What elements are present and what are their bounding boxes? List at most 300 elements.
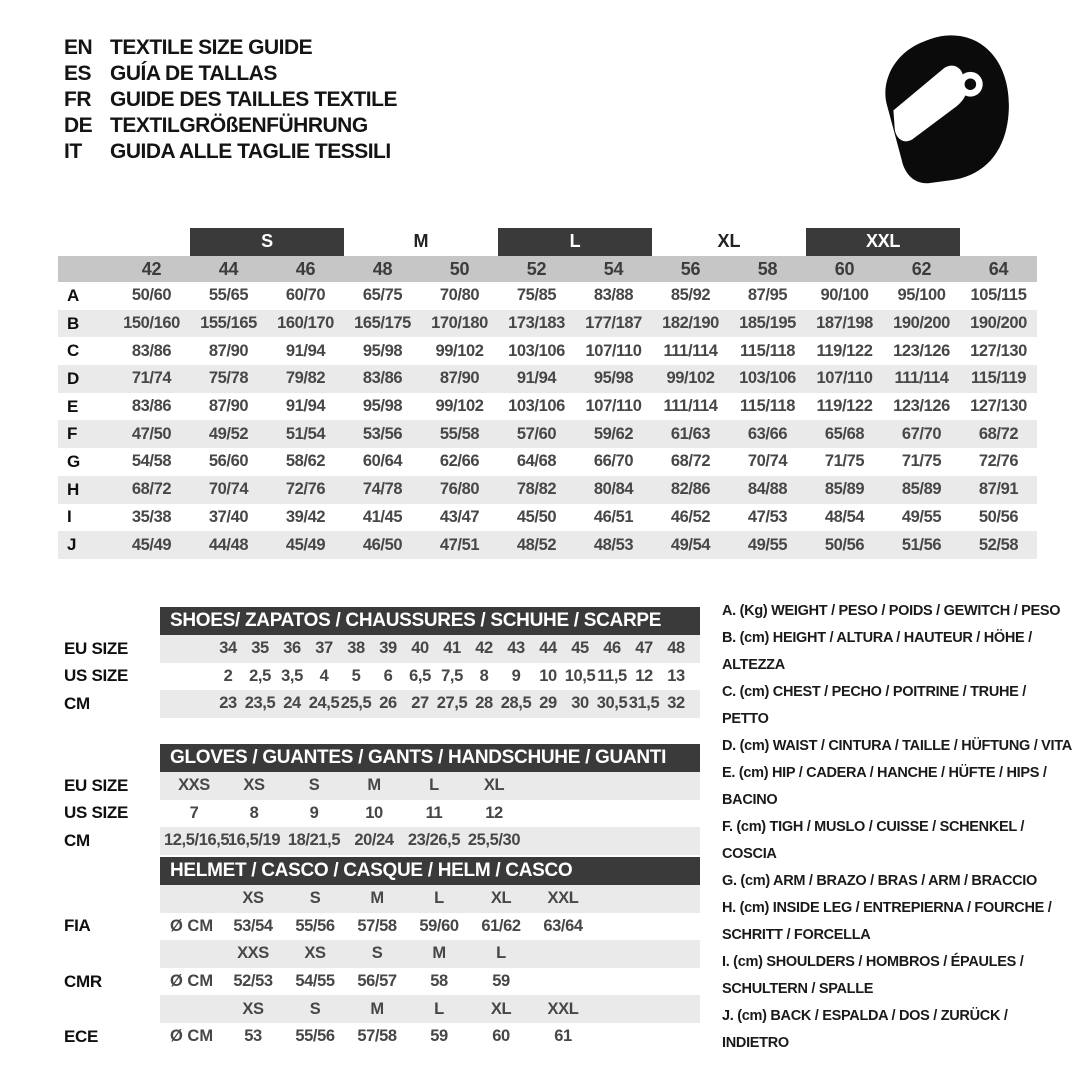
row-label: F <box>67 424 78 444</box>
size-value-cell: 11,5 <box>597 666 627 685</box>
size-value-cell: 4 <box>319 666 329 685</box>
size-value-cell: 85/92 <box>670 286 711 305</box>
size-value-cell: 56/60 <box>208 452 249 471</box>
size-value-cell: 95/98 <box>362 341 403 360</box>
size-value-cell: 95/100 <box>897 286 946 305</box>
language-code: DE <box>64 114 93 137</box>
size-value-cell: 115/119 <box>970 369 1027 388</box>
size-value-cell: 65/68 <box>824 424 865 443</box>
size-value-cell: 40 <box>411 639 429 658</box>
size-value-cell: 27,5 <box>436 694 468 713</box>
column-header-cell: 50 <box>449 258 470 279</box>
legend-item: D. (cm) WAIST / CINTURA / TAILLE / HÜFTUNG / VITA <box>722 738 1072 754</box>
size-value-cell: 55/56 <box>295 1027 335 1046</box>
size-value-cell: 68/72 <box>978 424 1019 443</box>
size-header-cell: XXS <box>237 944 269 963</box>
size-value-cell: 79/82 <box>285 369 326 388</box>
size-value-cell: 83/88 <box>593 286 634 305</box>
size-value-cell: 48/54 <box>824 507 865 526</box>
size-value-cell: 87/90 <box>439 369 480 388</box>
size-value-cell: 10 <box>365 803 383 822</box>
size-value-cell: 9 <box>511 666 521 685</box>
size-value-cell: 70/74 <box>747 452 788 471</box>
size-value-cell: 44/48 <box>208 535 249 554</box>
values-strip <box>160 690 700 718</box>
size-value-cell: 54/58 <box>131 452 172 471</box>
legend-item: F. (cm) TIGH / MUSLO / CUISSE / SCHENKEL / COSCIA <box>722 819 1025 862</box>
size-value-cell: 99/102 <box>666 369 715 388</box>
measurement-row <box>58 337 1037 365</box>
standard-label: FIA <box>64 916 91 936</box>
size-value-cell: 24,5 <box>308 694 340 713</box>
size-value-cell: 185/195 <box>739 314 796 333</box>
size-value-cell: 70/74 <box>208 480 249 499</box>
size-value-cell: 30,5 <box>596 694 628 713</box>
language-title: TEXTILE SIZE GUIDE <box>110 36 313 59</box>
size-value-cell: 49/55 <box>901 507 942 526</box>
size-value-cell: 72/76 <box>978 452 1019 471</box>
size-value-cell: 13 <box>667 666 685 685</box>
column-header-band <box>58 256 1037 282</box>
unit-label: Ø CM <box>170 916 214 935</box>
size-value-cell: 45/49 <box>285 535 326 554</box>
size-value-cell: 46/52 <box>670 507 711 526</box>
size-value-cell: 27 <box>411 694 429 713</box>
size-value-cell: 32 <box>667 694 685 713</box>
language-row <box>64 87 397 113</box>
values-strip <box>160 885 700 913</box>
size-value-cell: 119/122 <box>816 397 873 416</box>
column-header-cell: 54 <box>603 258 624 279</box>
gloves-section-header: GLOVES / GUANTES / GANTS / HANDSCHUHE / GUANTI <box>160 744 700 772</box>
size-value-cell: 45 <box>571 639 589 658</box>
size-header-cell: XS <box>242 999 264 1018</box>
size-value-cell: 63/66 <box>747 424 788 443</box>
values-strip <box>160 1023 700 1051</box>
size-value-cell: 83/86 <box>131 341 172 360</box>
column-header-cell: 48 <box>372 258 393 279</box>
size-value-cell: 87/90 <box>208 397 249 416</box>
size-value-cell: 53/54 <box>233 916 273 935</box>
size-value-cell: 111/114 <box>663 397 718 416</box>
size-value-cell: 85/89 <box>901 480 942 499</box>
row-label: I <box>67 507 72 527</box>
size-value-cell: 39 <box>379 639 397 658</box>
size-value-cell: 64/68 <box>516 452 557 471</box>
size-value-cell: 8 <box>479 666 489 685</box>
size-value-cell: 52/53 <box>233 972 273 991</box>
size-value-cell: 87/90 <box>208 341 249 360</box>
size-value-cell: 75/78 <box>208 369 249 388</box>
measurement-row <box>58 504 1037 532</box>
unit-label: Ø CM <box>170 1027 214 1046</box>
column-header-cell: 58 <box>757 258 778 279</box>
size-value-cell: 41 <box>443 639 461 658</box>
size-value-cell: 160/170 <box>277 314 334 333</box>
size-value-cell: 60/64 <box>362 452 403 471</box>
language-code: EN <box>64 36 93 59</box>
legend-item: A. (Kg) WEIGHT / PESO / POIDS / GEWITCH / PESO <box>722 603 1061 619</box>
language-row <box>64 139 397 165</box>
column-header-cell: 56 <box>680 258 701 279</box>
size-value-cell: 48 <box>667 639 685 658</box>
size-value-cell: 12 <box>635 666 653 685</box>
unit-label: Ø CM <box>170 972 214 991</box>
size-value-cell: 43 <box>507 639 525 658</box>
side-label: CM <box>64 830 90 850</box>
size-value-cell: 61/62 <box>481 916 521 935</box>
size-value-cell: 85/89 <box>824 480 865 499</box>
size-value-cell: 10,5 <box>564 666 596 685</box>
language-title: GUIDE DES TAILLES TEXTILE <box>110 88 397 111</box>
size-value-cell: 11 <box>425 803 443 822</box>
size-header-cell: L <box>496 944 506 963</box>
values-strip <box>160 940 700 968</box>
size-value-cell: 190/200 <box>893 314 950 333</box>
size-value-cell: 7,5 <box>441 666 463 685</box>
size-value-cell: 47/50 <box>131 424 172 443</box>
size-value-cell: 76/80 <box>439 480 480 499</box>
size-value-cell: 24 <box>283 694 301 713</box>
values-strip <box>160 663 700 691</box>
size-value-cell: 59/62 <box>593 424 634 443</box>
size-value-cell: 6,5 <box>409 666 431 685</box>
values-strip <box>160 800 700 828</box>
size-value-cell: 61/63 <box>670 424 711 443</box>
size-value-cell: 91/94 <box>516 369 557 388</box>
size-value-cell: 25,5 <box>340 694 372 713</box>
size-value-cell: 12,5/16,5 <box>164 831 230 850</box>
size-value-cell: 59 <box>492 972 510 991</box>
size-value-cell: 31,5 <box>628 694 660 713</box>
size-value-cell: 23,5 <box>244 694 276 713</box>
language-row <box>64 35 397 61</box>
size-value-cell: 57/58 <box>357 1027 397 1046</box>
size-value-cell: 49/55 <box>747 535 788 554</box>
size-value-cell: 60/70 <box>285 286 326 305</box>
size-value-cell: 26 <box>379 694 397 713</box>
size-group-label: XL <box>717 231 741 251</box>
size-value-cell: 44 <box>539 639 557 658</box>
size-value-cell: 30 <box>571 694 589 713</box>
size-value-cell: 61 <box>554 1027 572 1046</box>
size-value-cell: 36 <box>283 639 301 658</box>
helmet-icon <box>878 32 1016 190</box>
size-value-cell: 150/160 <box>123 314 180 333</box>
size-value-cell: 60 <box>492 1027 510 1046</box>
language-row <box>64 61 397 87</box>
size-value-cell: 66/70 <box>593 452 634 471</box>
size-value-cell: 67/70 <box>901 424 942 443</box>
size-value-cell: 35 <box>251 639 269 658</box>
size-value-cell: 28 <box>475 694 493 713</box>
size-value-cell: 123/126 <box>893 397 950 416</box>
size-value-cell: 57/60 <box>516 424 557 443</box>
size-group-label: M <box>413 231 429 251</box>
size-value-cell: 111/114 <box>663 341 718 360</box>
size-value-cell: 68/72 <box>131 480 172 499</box>
size-value-cell: 53 <box>244 1027 262 1046</box>
size-value-cell: 41/45 <box>362 507 403 526</box>
size-value-cell: 103/106 <box>508 397 565 416</box>
size-value-cell: 2,5 <box>249 666 271 685</box>
size-value-cell: 55/58 <box>439 424 480 443</box>
size-value-cell: M <box>367 776 381 795</box>
column-header-cell: 64 <box>988 258 1009 279</box>
language-title-block <box>64 35 397 165</box>
size-header-cell: L <box>434 999 444 1018</box>
size-value-cell: 170/180 <box>431 314 488 333</box>
row-label: J <box>67 535 77 555</box>
size-value-cell: 123/126 <box>893 341 950 360</box>
size-value-cell: 47 <box>635 639 653 658</box>
size-value-cell: 47/53 <box>747 507 788 526</box>
size-value-cell: 72/76 <box>285 480 326 499</box>
size-value-cell: 119/122 <box>816 341 873 360</box>
size-value-cell: 59 <box>430 1027 448 1046</box>
size-value-cell: 83/86 <box>131 397 172 416</box>
size-value-cell: 59/60 <box>419 916 459 935</box>
size-value-cell: 45/49 <box>131 535 172 554</box>
size-value-cell: 75/85 <box>516 286 557 305</box>
size-value-cell: 3,5 <box>281 666 303 685</box>
size-value-cell: 28,5 <box>500 694 532 713</box>
size-value-cell: 99/102 <box>435 341 484 360</box>
row-label: E <box>67 396 79 416</box>
size-value-cell: 62/66 <box>439 452 480 471</box>
size-group-label: XXL <box>806 228 960 256</box>
size-value-cell: 82/86 <box>670 480 711 499</box>
language-code: ES <box>64 62 92 85</box>
side-label: EU SIZE <box>64 775 129 795</box>
size-header-cell: L <box>434 889 444 908</box>
size-group-label: L <box>498 228 652 256</box>
values-strip <box>160 635 700 663</box>
size-value-cell: 38 <box>347 639 365 658</box>
row-label: C <box>67 341 80 361</box>
size-value-cell: 84/88 <box>747 480 788 499</box>
size-header-cell: XS <box>242 889 264 908</box>
size-value-cell: 187/198 <box>816 314 873 333</box>
size-header-cell: S <box>309 889 321 908</box>
size-value-cell: 107/110 <box>816 369 873 388</box>
size-value-cell: 10 <box>539 666 557 685</box>
standard-label: ECE <box>64 1026 99 1046</box>
size-value-cell: 78/82 <box>516 480 557 499</box>
size-value-cell: 177/187 <box>585 314 642 333</box>
size-value-cell: 52/58 <box>978 535 1019 554</box>
size-value-cell: 155/165 <box>200 314 257 333</box>
measurement-row <box>58 531 1037 559</box>
size-group-row <box>58 227 1037 256</box>
shoes-section-header: SHOES/ ZAPATOS / CHAUSSURES / SCHUHE / SCARPE <box>160 607 700 635</box>
size-value-cell: 46/50 <box>362 535 403 554</box>
standard-label: CMR <box>64 971 102 991</box>
size-value-cell: 80/84 <box>593 480 634 499</box>
values-strip <box>160 913 700 941</box>
values-strip <box>160 995 700 1023</box>
size-value-cell: 127/130 <box>970 341 1027 360</box>
size-value-cell: 50/60 <box>131 286 172 305</box>
size-value-cell: 16,5/19 <box>227 831 281 850</box>
size-value-cell: XS <box>243 776 265 795</box>
size-value-cell: 46 <box>603 639 621 658</box>
size-value-cell: 2 <box>223 666 233 685</box>
column-header-cell: 60 <box>834 258 855 279</box>
measurement-row <box>58 365 1037 393</box>
size-value-cell: 39/42 <box>285 507 326 526</box>
size-value-cell: 91/94 <box>285 341 326 360</box>
size-value-cell: 103/106 <box>508 341 565 360</box>
size-value-cell: 99/102 <box>435 397 484 416</box>
column-header-cell: 42 <box>141 258 162 279</box>
size-value-cell: 9 <box>309 803 319 822</box>
size-value-cell: 74/78 <box>362 480 403 499</box>
size-value-cell: 50/56 <box>824 535 865 554</box>
size-value-cell: 20/24 <box>354 831 394 850</box>
size-value-cell: 6 <box>383 666 393 685</box>
size-value-cell: 71/74 <box>131 369 172 388</box>
side-label: CM <box>64 693 90 713</box>
measurement-row <box>58 310 1037 338</box>
size-value-cell: 71/75 <box>901 452 942 471</box>
size-value-cell: 46/51 <box>593 507 634 526</box>
language-title: GUÍA DE TALLAS <box>110 62 277 85</box>
language-title: GUIDA ALLE TAGLIE TESSILI <box>110 140 391 163</box>
size-value-cell: 18/21,5 <box>287 831 341 850</box>
size-value-cell: 23 <box>219 694 237 713</box>
measurement-row <box>58 393 1037 421</box>
size-value-cell: 7 <box>189 803 199 822</box>
row-label: H <box>67 479 80 499</box>
size-header-cell: M <box>370 999 384 1018</box>
size-value-cell: 107/110 <box>585 397 642 416</box>
size-value-cell: 182/190 <box>662 314 719 333</box>
side-label: EU SIZE <box>64 638 129 658</box>
measurement-row <box>58 420 1037 448</box>
measurement-legend <box>722 598 1072 1057</box>
language-code: IT <box>64 140 82 163</box>
size-header-cell: XL <box>490 889 512 908</box>
size-value-cell: 115/118 <box>739 397 796 416</box>
size-value-cell: 58/62 <box>285 452 326 471</box>
size-value-cell: 47/51 <box>439 535 480 554</box>
measurement-row <box>58 448 1037 476</box>
size-value-cell: 127/130 <box>970 397 1027 416</box>
row-label: A <box>67 285 80 305</box>
size-value-cell: 35/38 <box>131 507 172 526</box>
size-value-cell: 25,5/30 <box>467 831 521 850</box>
row-label: B <box>67 313 80 333</box>
size-header-cell: S <box>309 999 321 1018</box>
size-value-cell: 8 <box>249 803 259 822</box>
values-strip <box>160 827 700 855</box>
size-value-cell: 5 <box>351 666 361 685</box>
size-value-cell: 95/98 <box>593 369 634 388</box>
language-title: TEXTILGRÖßENFÜHRUNG <box>110 114 368 137</box>
size-value-cell: 90/100 <box>820 286 869 305</box>
size-value-cell: 55/56 <box>295 916 335 935</box>
size-value-cell: 51/56 <box>901 535 942 554</box>
legend-item: I. (cm) SHOULDERS / HOMBROS / ÉPAULES / SCHULTERN / SPALLE <box>722 954 1024 997</box>
size-value-cell: 45/50 <box>516 507 557 526</box>
textile-size-table <box>58 227 1037 559</box>
size-header-cell: XL <box>490 999 512 1018</box>
size-group-label: S <box>190 228 344 256</box>
size-value-cell: 50/56 <box>978 507 1019 526</box>
legend-item: J. (cm) BACK / ESPALDA / DOS / ZURÜCK / INDIETRO <box>722 1008 1008 1051</box>
size-value-cell: 173/183 <box>508 314 565 333</box>
legend-item: G. (cm) ARM / BRAZO / BRAS / ARM / BRACCIO <box>722 873 1037 889</box>
size-header-cell: M <box>432 944 446 963</box>
size-value-cell: XL <box>483 776 505 795</box>
size-value-cell: 190/200 <box>970 314 1027 333</box>
size-header-cell: XXL <box>547 999 579 1018</box>
side-label: US SIZE <box>64 666 129 686</box>
legend-item: B. (cm) HEIGHT / ALTURA / HAUTEUR / HÖHE / ALTEZZA <box>722 630 1032 673</box>
size-value-cell: 83/86 <box>362 369 403 388</box>
size-value-cell: 91/94 <box>285 397 326 416</box>
column-header-cell: 52 <box>526 258 547 279</box>
row-label: G <box>67 451 81 471</box>
size-value-cell: 12 <box>485 803 503 822</box>
column-header-cell: 44 <box>218 258 239 279</box>
legend-item: C. (cm) CHEST / PECHO / POITRINE / TRUHE / PETTO <box>722 684 1027 727</box>
size-value-cell: 71/75 <box>824 452 865 471</box>
size-value-cell: 49/52 <box>208 424 249 443</box>
size-value-cell: 34 <box>219 639 237 658</box>
size-value-cell: 51/54 <box>285 424 326 443</box>
size-value-cell: 48/53 <box>593 535 634 554</box>
size-value-cell: 57/58 <box>357 916 397 935</box>
values-strip <box>160 968 700 996</box>
size-value-cell: 49/54 <box>670 535 711 554</box>
helmet-section-header: HELMET / CASCO / CASQUE / HELM / CASCO <box>160 857 700 885</box>
size-value-cell: 103/106 <box>739 369 796 388</box>
legend-item: H. (cm) INSIDE LEG / ENTREPIERNA / FOURCHE / SCHRITT / FORCELLA <box>722 900 1052 943</box>
values-strip <box>160 772 700 800</box>
size-value-cell: L <box>429 776 439 795</box>
size-value-cell: 56/57 <box>357 972 397 991</box>
size-value-cell: 43/47 <box>439 507 480 526</box>
language-row <box>64 113 397 139</box>
size-value-cell: 53/56 <box>362 424 403 443</box>
size-header-cell: S <box>371 944 383 963</box>
size-value-cell: 115/118 <box>739 341 796 360</box>
size-header-cell: XS <box>304 944 326 963</box>
size-value-cell: 95/98 <box>362 397 403 416</box>
language-code: FR <box>64 88 91 111</box>
size-header-cell: XXL <box>547 889 579 908</box>
size-value-cell: XXS <box>178 776 210 795</box>
size-value-cell: 58 <box>430 972 448 991</box>
size-value-cell: 65/75 <box>362 286 403 305</box>
side-label: US SIZE <box>64 803 129 823</box>
measurement-row <box>58 476 1037 504</box>
size-value-cell: 63/64 <box>543 916 583 935</box>
column-header-cell: 46 <box>295 258 316 279</box>
size-value-cell: 68/72 <box>670 452 711 471</box>
size-header-cell: M <box>370 889 384 908</box>
size-value-cell: 55/65 <box>208 286 249 305</box>
size-value-cell: S <box>308 776 320 795</box>
size-value-cell: 107/110 <box>585 341 642 360</box>
size-value-cell: 111/114 <box>894 369 949 388</box>
size-value-cell: 23/26,5 <box>407 831 461 850</box>
size-value-cell: 42 <box>475 639 493 658</box>
size-value-cell: 165/175 <box>354 314 411 333</box>
size-value-cell: 70/80 <box>439 286 480 305</box>
